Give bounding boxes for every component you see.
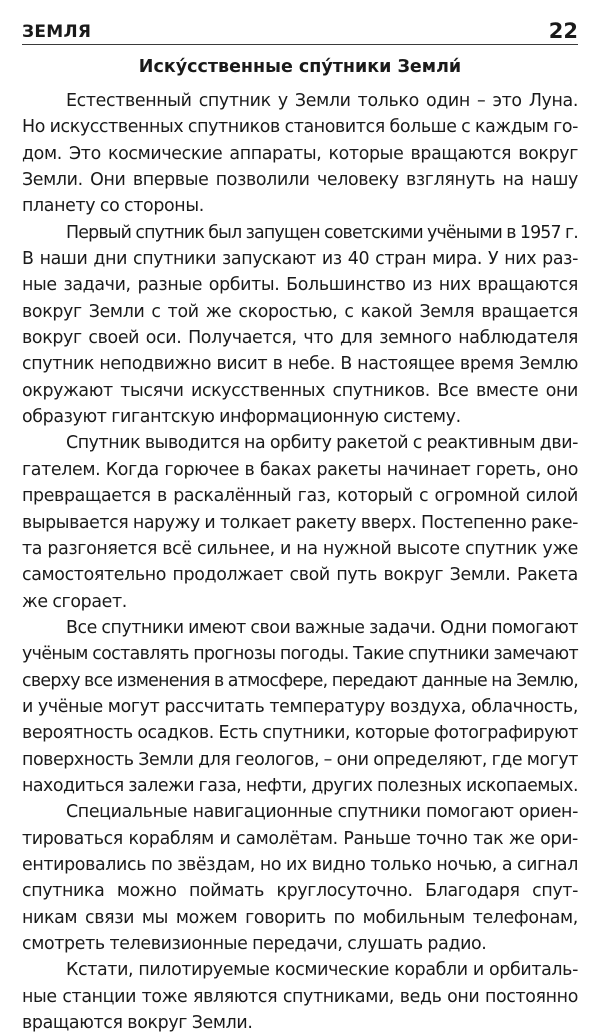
text-line: сверху все изменения в атмосфере, передают данные на Землю, xyxy=(22,670,578,691)
page-number: 22 xyxy=(548,19,578,43)
paragraph xyxy=(22,957,578,1036)
text-line: тироваться кораблям и самолётам. Раньше точно так же ори- xyxy=(22,828,578,849)
text-line: В наши дни спутники запускают из 40 стран мира. У них раз- xyxy=(22,249,578,270)
running-header xyxy=(22,18,578,45)
text-line: спутника можно поймать круглосуточно. Благодаря спут- xyxy=(22,881,578,902)
text-line: Естественный спутник у Земли только один – это Луна. xyxy=(66,91,578,111)
text-line: находиться залежи газа, нефти, других полезных ископаемых. xyxy=(22,775,578,796)
text-line: та разгоняется всё сильнее, и на нужной высоте спутник уже xyxy=(22,538,578,559)
text-line: вокруг Земли с той же скоростью, с какой Земля вращается xyxy=(22,301,578,322)
text-line: ентировались по звёздам, но их видно только ночью, а сигнал xyxy=(22,854,578,875)
text-line: смотреть телевизионные передачи, слушать радио. xyxy=(22,934,487,954)
text-line: и учёные могут рассчитать температуру воздуха, облачность, xyxy=(22,696,578,717)
text-line: Первый спутник был запущен советскими учёными в 1957 г. xyxy=(66,222,578,243)
text-line: Но искусственных спутников становится больше с каждым го- xyxy=(22,117,578,138)
text-line: Все спутники имеют свои важные задачи. Одни помогают xyxy=(66,617,578,638)
text-line: образуют гигантскую информационную систему. xyxy=(22,407,461,428)
text-line: Земли. Они впервые позволили человеку взглянуть на нашу xyxy=(22,170,578,191)
text-line: же сгорает. xyxy=(22,591,127,612)
paragraph xyxy=(22,430,578,614)
text-line: планету со стороны. xyxy=(22,196,204,217)
paragraph xyxy=(22,220,578,431)
text-line: самостоятельно продолжает свой путь вокруг Земли. Ракета xyxy=(22,565,578,586)
paragraph xyxy=(22,615,578,799)
text-line: дом. Это космические аппараты, которые вращаются вокруг xyxy=(22,143,578,164)
text-line: превращается в раскалённый газ, который с огромной силой xyxy=(22,486,578,507)
text-line: Спутник выводится на орбиту ракетой с реактивным дви- xyxy=(66,433,578,454)
text-line: Специальные навигационные спутники помогают ориен- xyxy=(66,802,578,823)
text-line: вероятность осадков. Есть спутники, которые фотографируют xyxy=(22,723,578,744)
text-line: ные станции тоже являются спутниками, ведь они постоянно xyxy=(22,986,578,1007)
text-line: никам связи мы можем говорить по мобильным телефонам, xyxy=(22,907,578,928)
article-title: Иску́сственные спу́тники Земли́ xyxy=(138,57,462,77)
text-line: вырывается наружу и толкает ракету вверх. Постепенно раке- xyxy=(22,512,578,533)
text-line: спутник неподвижно висит в небе. В настоящее время Землю xyxy=(22,354,578,375)
text-line: учёным составлять прогнозы погоды. Такие спутники замечают xyxy=(22,644,578,665)
article-body xyxy=(22,88,578,1036)
text-line: гателем. Когда горючее в баках ракеты начинает гореть, оно xyxy=(22,459,578,480)
paragraph xyxy=(22,799,578,957)
text-line: Кстати, пилотируемые космические корабли и орбиталь- xyxy=(66,960,578,981)
text-line: окружают тысячи искусственных спутников. Все вместе они xyxy=(22,380,578,401)
text-line: ные задачи, разные орбиты. Большинство из них вращаются xyxy=(22,275,578,296)
section-title: ЗЕМЛЯ xyxy=(22,22,92,42)
text-line: вращаются вокруг Земли. xyxy=(22,1013,253,1034)
paragraph xyxy=(22,88,578,220)
text-line: вокруг своей оси. Получается, что для земного наблюдателя xyxy=(22,328,578,349)
text-line: поверхность Земли для геологов, – они определяют, где могут xyxy=(22,749,578,770)
